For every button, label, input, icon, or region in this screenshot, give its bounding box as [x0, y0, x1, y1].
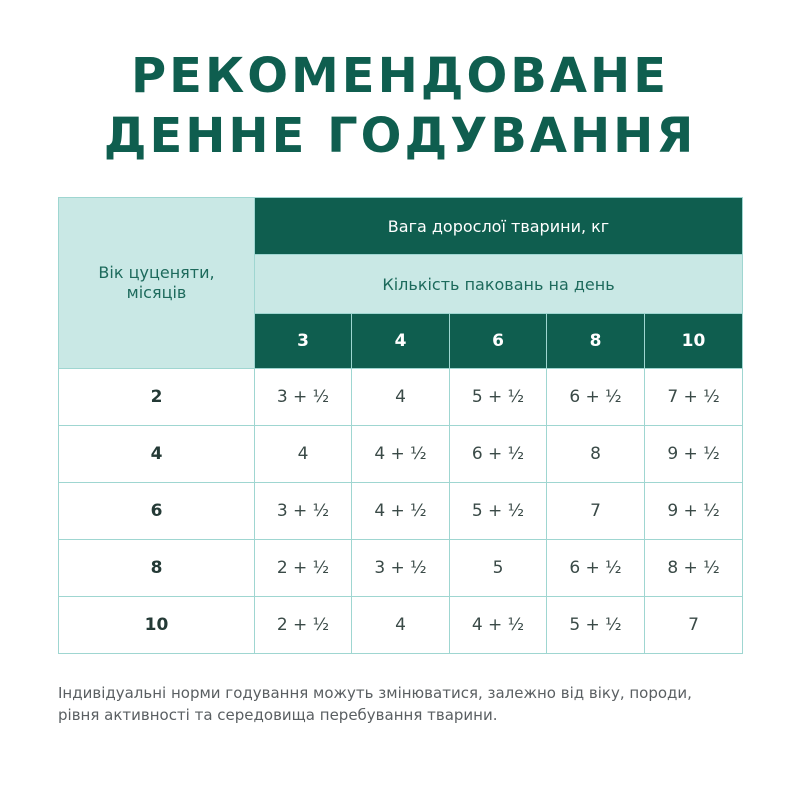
amount-cell: 4 — [255, 426, 352, 483]
footnote-line-1: Індивідуальні норми годування можуть змінюватися, залежно від віку, породи, — [58, 684, 692, 702]
age-cell: 8 — [59, 540, 255, 597]
amount-cell: 2 + ½ — [255, 540, 352, 597]
age-cell: 4 — [59, 426, 255, 483]
table-row — [59, 426, 743, 483]
age-cell: 6 — [59, 483, 255, 540]
amount-cell: 7 — [547, 483, 645, 540]
amount-cell: 8 — [547, 426, 645, 483]
amount-cell: 9 + ½ — [645, 426, 743, 483]
amount-cell: 4 — [352, 369, 450, 426]
amount-cell: 6 + ½ — [450, 426, 547, 483]
age-cell: 2 — [59, 369, 255, 426]
age-header-line-1: Вік цуценяти, — [98, 263, 215, 282]
amount-cell: 3 + ½ — [352, 540, 450, 597]
amount-cell: 5 + ½ — [450, 483, 547, 540]
amount-cell: 4 + ½ — [352, 426, 450, 483]
title-line-2: ДЕННЕ ГОДУВАННЯ — [103, 108, 697, 164]
amount-cell: 8 + ½ — [645, 540, 743, 597]
amount-cell: 3 + ½ — [255, 483, 352, 540]
amount-cell: 4 + ½ — [352, 483, 450, 540]
table-row — [59, 369, 743, 426]
amount-cell: 9 + ½ — [645, 483, 743, 540]
amount-cell: 5 + ½ — [450, 369, 547, 426]
amount-cell: 5 — [450, 540, 547, 597]
weight-col-header: 8 — [547, 314, 645, 369]
weight-col-header: 6 — [450, 314, 547, 369]
amount-cell: 7 — [645, 597, 743, 654]
table-row — [59, 483, 743, 540]
title-line-1: РЕКОМЕНДОВАНЕ — [131, 48, 669, 104]
feeding-table — [58, 197, 743, 654]
amount-cell: 4 — [352, 597, 450, 654]
weight-col-header: 10 — [645, 314, 743, 369]
footnote — [58, 682, 758, 726]
packs-header: Кількість паковань на день — [255, 255, 743, 314]
weight-col-header: 3 — [255, 314, 352, 369]
age-column-header — [59, 198, 255, 369]
weight-header: Вага дорослої тварини, кг — [255, 198, 743, 255]
amount-cell: 5 + ½ — [547, 597, 645, 654]
weight-col-header: 4 — [352, 314, 450, 369]
table-row — [59, 540, 743, 597]
amount-cell: 6 + ½ — [547, 540, 645, 597]
table-row — [59, 597, 743, 654]
amount-cell: 2 + ½ — [255, 597, 352, 654]
age-header-line-2: місяців — [126, 283, 187, 302]
amount-cell: 7 + ½ — [645, 369, 743, 426]
footnote-line-2: рівня активності та середовища перебування тварини. — [58, 706, 498, 724]
age-cell: 10 — [59, 597, 255, 654]
header-row-weight — [59, 198, 743, 255]
page-title — [0, 46, 800, 166]
amount-cell: 3 + ½ — [255, 369, 352, 426]
amount-cell: 6 + ½ — [547, 369, 645, 426]
amount-cell: 4 + ½ — [450, 597, 547, 654]
